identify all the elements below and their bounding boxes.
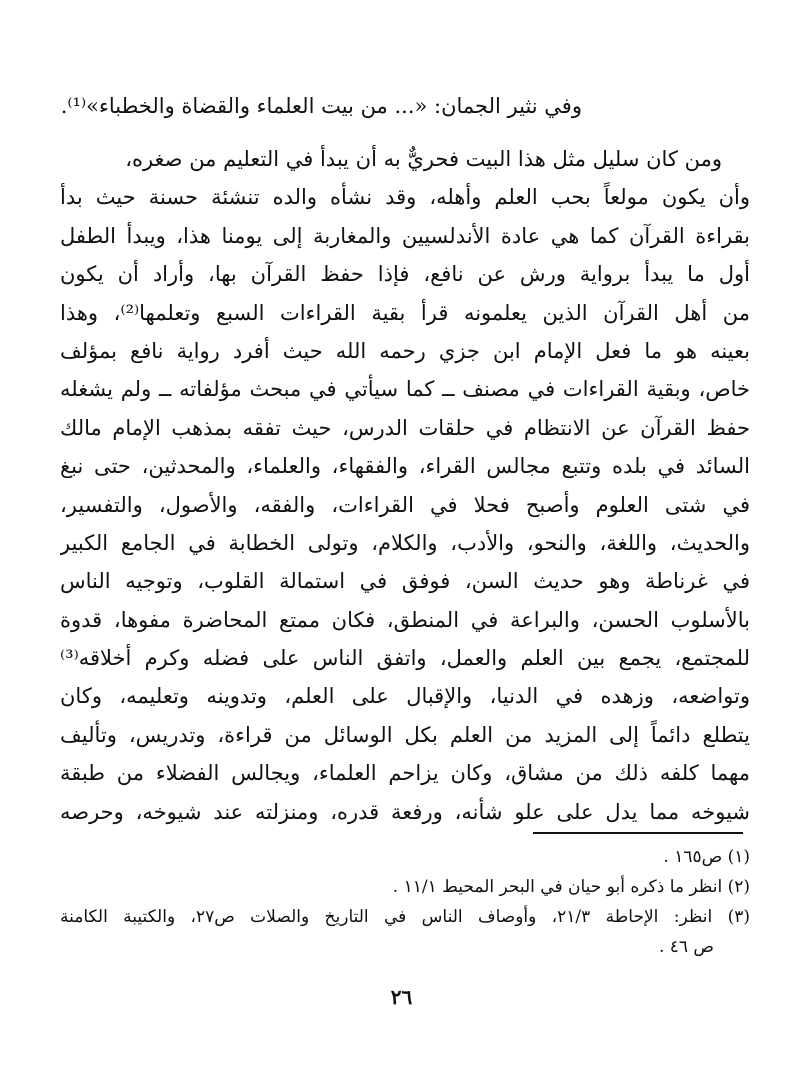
footnotes (60, 842, 750, 962)
paragraph-line: شيوخه مما يدل على علو شأنه، ورفعة قدره، ومنزلته عند شيوخه، وحرصه (60, 799, 750, 824)
footnote-divider (533, 832, 743, 834)
paragraph-line: وأن يكون مولعاً بحب العلم وأهله، وقد نشأه والده تنشئة حسنة حيث بدأ (60, 185, 750, 210)
paragraph-line: بعينه هو ما فعل الإمام ابن جزي رحمه الله حيث أفرد رواية نافع بمؤلف (60, 338, 750, 363)
main-paragraph (60, 140, 750, 831)
paragraph-line: في غرناطة وهو حديث السن، فوفق في استمالة القلوب، وتوجيه الناس (60, 569, 750, 594)
footnote-3-continuation: ص ٤٦ . (658, 937, 714, 957)
paragraph-line: في شتى العلوم وأصبح فحلا في القراءات، والفقه، والأصول، والتفسير، (60, 492, 750, 517)
footnote-2: (٢) انظر ما ذكره أبو حيان في البحر المحيط ١١/١ . (392, 877, 750, 897)
paragraph-line: وتواضعه، وزهده في الدنيا، والإقبال على العلم، وتدوينه وتعليمه، وكان (60, 684, 750, 709)
paragraph-line: والحديث، واللغة، والنحو، والأدب، والكلام، وتولى الخطابة في الجامع الكبير (60, 530, 750, 555)
page-content (60, 88, 750, 831)
lead-line: وفي نثير الجمان: «... من بيت العلماء والقضاة والخطباء»⁽¹⁾. (60, 94, 582, 118)
paragraph-line: مهما كلفه ذلك من مشاق، وكان يزاحم العلماء، ويجالس الفضلاء من طبقة (60, 761, 750, 786)
footnote-3: (٣) انظر: الإحاطة ٢١/٣، وأوصاف الناس في التاريخ والصلات ص٢٧، والكتيبة الكامنة (60, 907, 750, 927)
paragraph-line: للمجتمع، يجمع بين العلم والعمل، واتفق الناس على فضله وكرم أخلاقه⁽³⁾ (60, 646, 750, 671)
paragraph-line: حفظ القرآن عن الانتظام في حلقات الدرس، حيث تفقه بمذهب الإمام مالك (60, 415, 750, 440)
footnote-1: (١) ص١٦٥ . (663, 847, 750, 867)
paragraph-line: السائد في بلده وتتبع مجالس القراء، والفقهاء، والعلماء، والمحدثين، حتى نبغ (60, 454, 750, 479)
paragraph-line: بالأسلوب الحسن، والبراعة في المنطق، فكان ممتع المحاضرة مفوها، قدوة (60, 607, 750, 632)
paragraph-line: من أهل القرآن الذين يعلمونه قرأ بقية القراءات السبع وتعلمها⁽²⁾، وهذا (60, 300, 750, 325)
paragraph-line: يتطلع دائماً إلى المزيد من العلم بكل الوسائل من قراءة، وتدريس، وتأليف (60, 722, 750, 747)
paragraph-line: بقراءة القرآن كما هي عادة الأندلسيين والمغاربة إلى يومنا هذا، ويبدأ الطفل (60, 223, 750, 248)
paragraph-line: ومن كان سليل مثل هذا البيت فحريٌّ به أن يبدأ في التعليم من صغره، (125, 147, 722, 171)
page-number: ٢٦ (390, 985, 413, 1009)
paragraph-line: أول ما يبدأ برواية ورش عن نافع، فإذا حفظ القرآن بها، وأراد أن يكون (60, 262, 750, 287)
paragraph-line: خاص، وبقية القراءات في مصنف ــ كما سيأتي في مبحث مؤلفاته ــ ولم يشغله (60, 377, 750, 402)
